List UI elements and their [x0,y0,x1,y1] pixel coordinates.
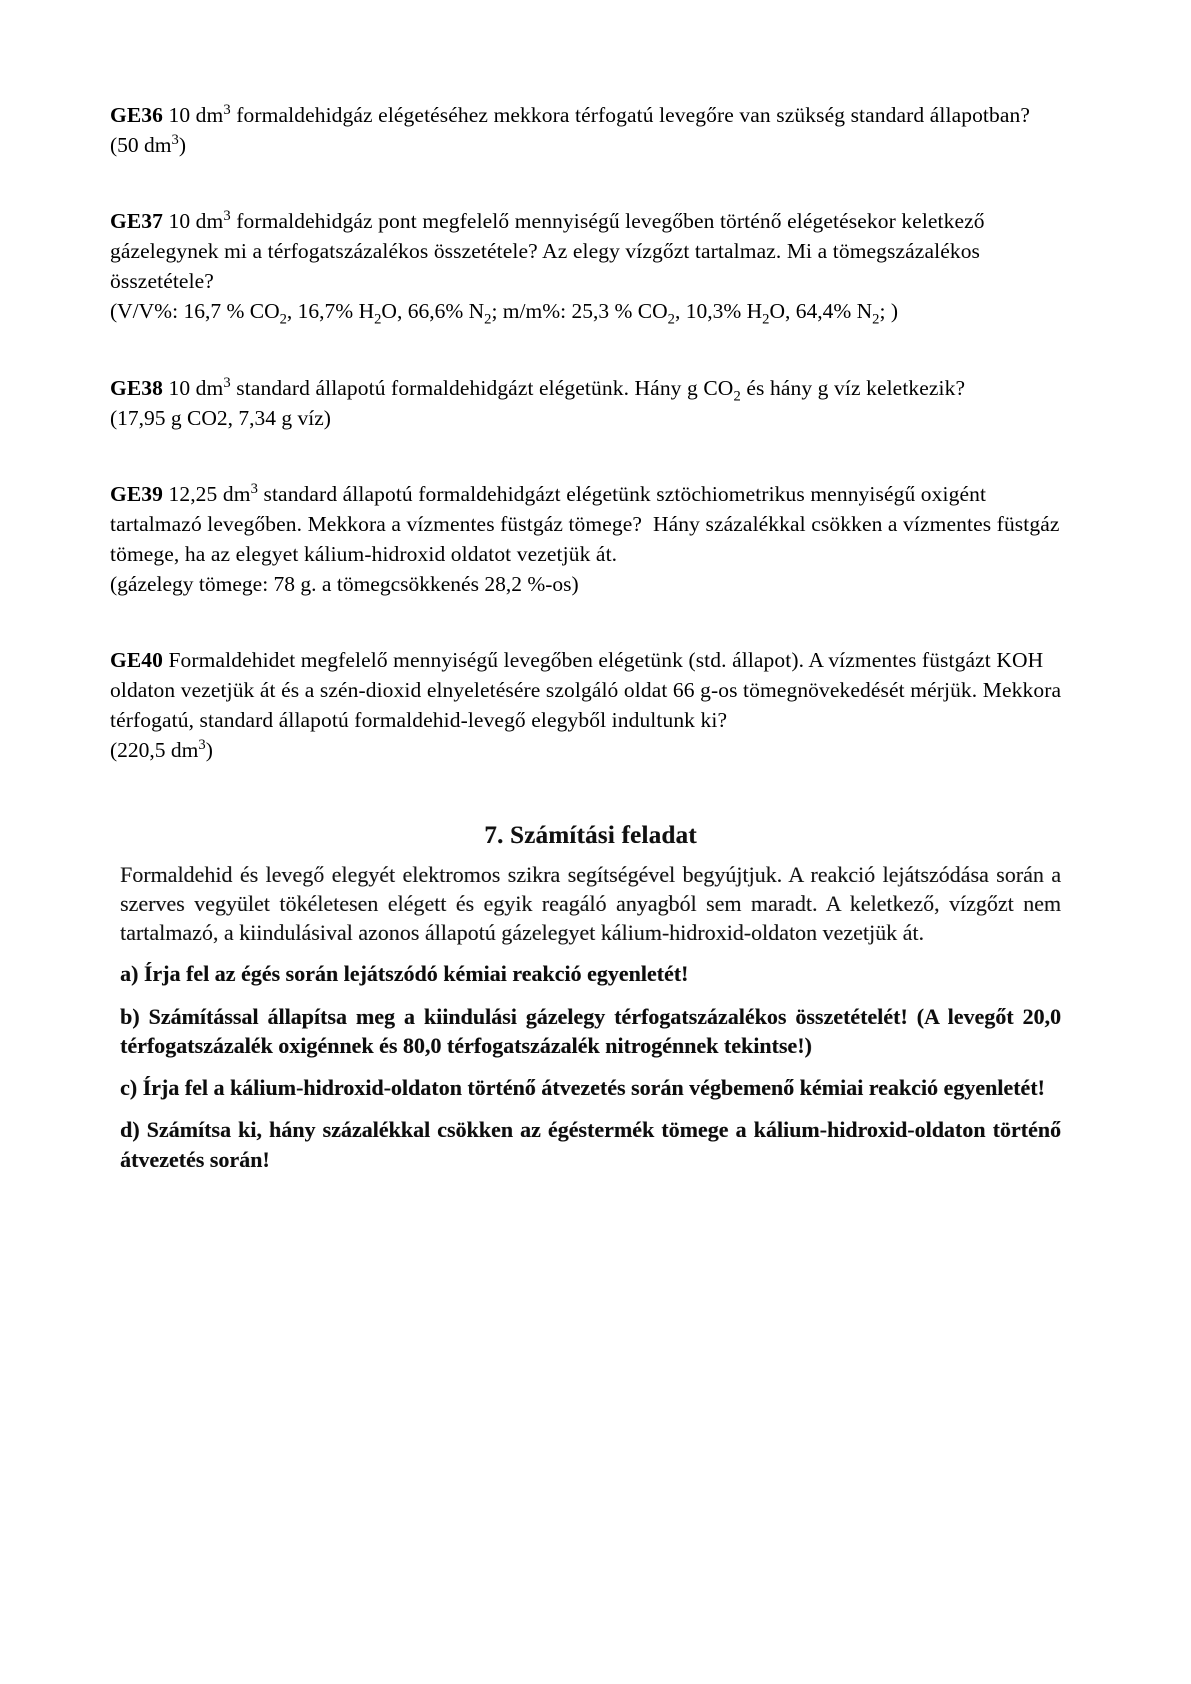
exercise-ge36-answer [110,130,1081,160]
exercise-ge36-tag: GE36 [110,103,163,127]
exercise-ge38-superscript: 3 [223,374,231,391]
exercise-ge36-answer-pre: (50 dm [110,133,172,158]
exercise-ge40-answer-superscript: 3 [198,737,206,754]
exercise-ge37-answer-segment-0: (V/V%: 16,7 % CO [110,299,280,324]
exercise-ge37-tag: GE37 [110,209,163,234]
exercise-ge37-answer-subscript-3: 2 [374,311,382,328]
scanned-item-a: a) Írja fel az égés során lejátszódó kémiai reakció egyenletét! [120,961,689,987]
exercise-ge37-text-pre: 10 dm [163,209,224,234]
scanned-section-title: 7. Számítási feladat [484,821,697,849]
exercise-ge37-answer-subscript-7: 2 [667,311,675,328]
exercise-ge37-answer-segment-6: ; m/m%: 25,3 % CO [491,299,668,324]
exercise-ge37-answer-subscript-1: 2 [279,311,287,328]
exercise-ge38-text-mid: standard állapotú formaldehidgázt elégetünk. Hány g CO [230,375,734,400]
exercise-ge36-text-post: formaldehidgáz elégetéséhez mekkora térfogatú levegőre van szükség standard állapotban? [230,103,1031,127]
exercise-ge38-tag: GE38 [110,375,163,400]
exercise-ge38-subscript-co2: 2 [733,387,741,404]
exercise-ge38-text [110,373,1081,403]
exercise-ge39-answer: (gázelegy tömege: 78 g. a tömegcsökkenés 28,2 %-os) [110,572,579,597]
exercise-ge40-answer [110,735,1081,765]
exercise-ge36-text-pre: 10 dm [163,103,224,127]
exercise-ge36-text [110,100,1081,130]
exercise-ge39-text [110,479,1081,569]
exercise-ge37-answer-subscript-11: 2 [872,311,880,328]
exercise-ge38-text-pre: 10 dm [163,375,224,400]
exercise-ge37-text-post: formaldehidgáz pont megfelelő mennyiségű levegőben történő elégetésekor keletkező gázelegynek mi a térfogatszázalékos összetétele? Az elegy vízgőzt tartalmaz. Mi a tömegszázalékos összetétele? [110,209,985,294]
exercise-ge37-answer-segment-10: O, 64,4% N [769,299,873,324]
exercise-ge36-answer-post: ) [178,133,186,158]
exercise-ge40-tag: GE40 [110,648,163,673]
scanned-item-b: b) Számítással állapítsa meg a kiindulási gázelegy térfogatszázalékos összetételét! (A levegőt 20,0 térfogatszázalék oxigénnek és 80,0 térfogatszázalék nitrogénnek tekintse!) [120,1003,1061,1058]
exercise-ge40-answer-pre: (220,5 dm [110,738,199,763]
exercise-ge39-tag: GE39 [110,481,163,506]
exercise-ge40-text [110,645,1081,735]
exercise-ge37 [110,206,1081,326]
exercise-ge37-answer-segment-2: , 16,7% H [286,299,375,324]
scanned-item-c: c) Írja fel a kálium-hidroxid-oldaton történő átvezetés során végbemenő kémiai reakció egyenletét! [120,1075,1045,1100]
exercise-ge39-superscript: 3 [250,480,258,497]
exercise-ge37-superscript: 3 [223,208,231,225]
scanned-section-intro: Formaldehid és levegő elegyét elektromos szikra segítségével begyújtjuk. A reakció lejátszódása során a szerves vegyület tökéletesen elégett és egyik reagáló anyagból sem maradt. A keletkező, vízgőzt nem tartalmazó, a kiindulásival azonos állapotú gázelegyet kálium-hidroxid-oldaton vezetjük át. [120,861,1061,945]
exercise-ge38 [110,373,1081,433]
exercise-ge37-answer-segment-4: O, 66,6% N [381,299,485,324]
exercise-ge37-answer-segment-8: , 10,3% H [674,299,763,324]
exercise-ge36-superscript: 3 [223,101,231,118]
exercise-ge37-answer-segment-12: ; ) [879,299,898,324]
scanned-exercise-section [110,822,1081,1174]
exercise-ge38-answer: (17,95 g CO2, 7,34 g víz) [110,405,331,430]
exercise-ge40-answer-post: ) [205,738,213,763]
exercise-ge36 [110,100,1081,160]
exercise-ge39-text-post: standard állapotú formaldehidgázt elégetünk sztöchiometrikus mennyiségű oxigént tartalmazó levegőben. Mekkora a vízmentes füstgáz tömege? Hány százalékkal csökken a vízmentes füstgáz tömege, ha az elegyet kálium-hidroxid oldatot vezetjük át. [110,481,1065,566]
exercise-ge37-answer-subscript-9: 2 [762,311,770,328]
scanned-item-d: d) Számítsa ki, hány százalékkal csökken az égéstermék tömege a kálium-hidroxid-oldaton történő átvezetés során! [120,1117,1061,1172]
exercise-ge39-text-pre: 12,25 dm [163,481,251,506]
exercise-ge36-answer-superscript: 3 [171,131,179,148]
exercise-ge39 [110,479,1081,599]
exercise-ge37-answer-subscript-5: 2 [484,311,492,328]
exercise-ge38-text-post: és hány g víz keletkezik? [740,375,966,400]
exercise-ge40 [110,645,1081,765]
exercise-ge37-text [110,206,1081,296]
exercise-ge40-text-body: Formaldehidet megfelelő mennyiségű levegőben elégetünk (std. állapot). A vízmentes füstgázt KOH oldaton vezetjük át és a szén-dioxid elnyeletésére szolgáló oldat 66 g-os tömegnövekedését mérjük. Mekkora térfogatú, standard állapotú formaldehid-levegő elegyből indultunk ki? [110,648,1062,733]
exercise-ge37-answer [110,296,1081,326]
